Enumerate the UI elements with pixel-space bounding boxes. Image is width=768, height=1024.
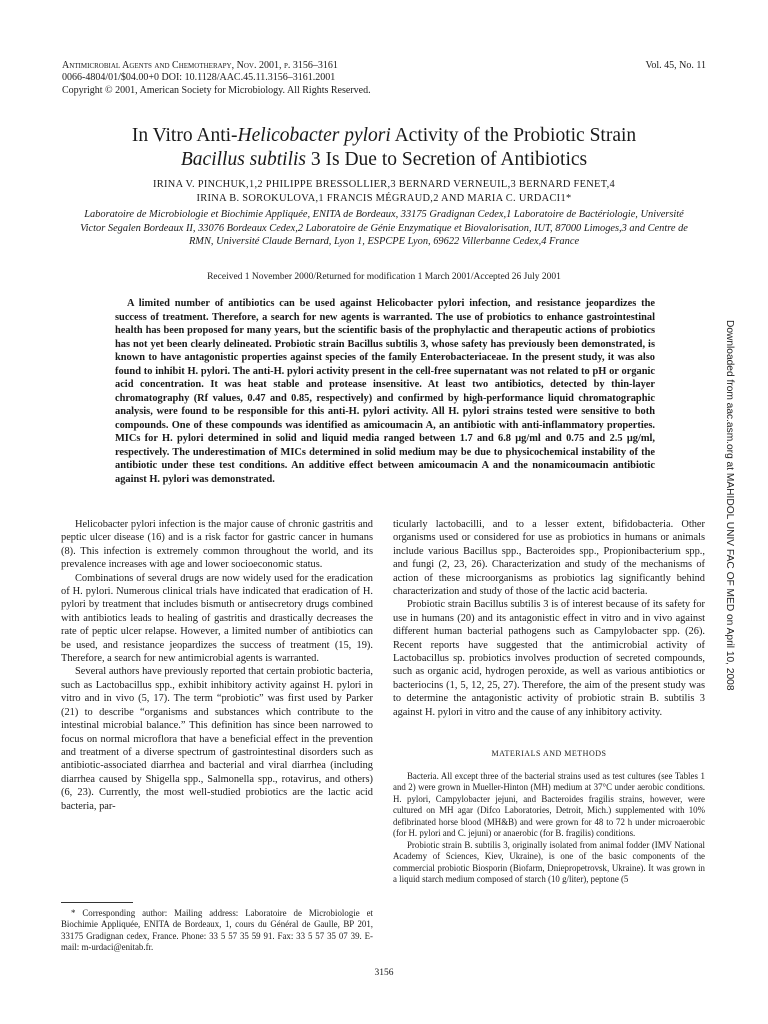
title-part-italic: Bacillus subtilis [180, 148, 307, 170]
affiliations: Laboratoire de Microbiologie et Biochimie Appliquée, ENITA de Bordeaux, 33175 Gradignan Cedex,1 Laboratoire de Bactériologie, Université Victor Segalen Bordeaux II, 33076 Bordeaux Cedex,2 Laboratoire de Génie Enzymatique et Biovalorisation, IUT, 87000 Limoges,3 and Centre de RMN, Université Claude Bernard, Lyon 1, ESPCPE Lyon, 69622 Villerbanne Cedex,4 France [80, 209, 688, 248]
body-column-right [393, 518, 705, 886]
body-paragraph: Combinations of several drugs are now widely used for the eradication of H. pylori. Numerous clinical trials have indicated that eradication of H. pylori by treatment that includes bismuth or antisecretory drugs combined with antibiotics leads to healing of gastritis and drastically decreases the rate of peptic ulcer relapse. However, a limited number of antibiotics can be used, and resistance jeopardizes the success of treatment (15, 19). Therefore, a search for new antimicrobial agents is warranted. [61, 572, 373, 665]
volume-number: Vol. 45, No. 11 [645, 60, 706, 71]
body-paragraph: Probiotic strain Bacillus subtilis 3 is of interest because of its safety for use in humans (20) and its antagonistic effect in vitro and in vivo against different human bacterial pathogens such as Campylobacter spp. (26). Recent reports have suggested that the antimicrobial activity of Lactobacillus sp. probiotics involves production of secreted compounds, such as organic acid, hydrogen peroxide, as well as various antibiotics or bacteriocins (1, 5, 12, 25, 27). Therefore, the aim of the present study was to determine the antagonistic activity of probiotic strain B. subtilis 3 against H. pylori in vitro and the cause of any inhibitory activity. [393, 599, 705, 718]
issn-doi: 0066-4804/01/$04.00+0 DOI: 10.1128/AAC.45.11.3156–3161.2001 [62, 72, 336, 84]
journal-citation: Antimicrobial Agents and Chemotherapy, Nov. 2001, p. 3156–3161 [62, 60, 338, 71]
title-part: 3 Is Due to Secretion of Antibiotics [306, 148, 588, 170]
journal-header [62, 60, 371, 97]
download-watermark: Downloaded from aac.asm.org at MAHIDOL UNIV FAC OF MED on April 10, 2008 [724, 320, 735, 691]
article-title [40, 124, 728, 171]
methods-paragraph: Bacteria. All except three of the bacterial strains used as test cultures (see Tables 1 and 2) were grown in Mueller-Hinton (MH) medium at 37°C under aerobic conditions. H. pylori, Campylobacter jejuni, and Bacteroides fragilis strains, however, were cultured on MH agar (Difco Laboratories, Detroit, Mich.) supplemented with 10% defibrinated horse blood (MH&B) and were grown for 48 to 72 h under microaerobic (for H. pylori and C. jejuni) or anaerobic (for B. fragilis) conditions. [393, 770, 705, 838]
methods-text [393, 771, 705, 886]
body-paragraph: Helicobacter pylori infection is the major cause of chronic gastritis and peptic ulcer disease (16) and is a risk factor for gastric cancer in humans (8). This infection is extremely common throughout the world, and its prevalence increases with age and lower socioeconomic status. [61, 519, 373, 571]
body-column-left [61, 518, 373, 813]
title-part-italic: Helicobacter pylori [237, 125, 391, 146]
author-line: IRINA V. PINCHUK,1,2 PHILIPPE BRESSOLLIER,3 BERNARD VERNEUIL,3 BERNARD FENET,4 [153, 179, 615, 190]
author-list [60, 178, 708, 206]
title-part: In Vitro Anti- [131, 125, 238, 146]
section-heading: MATERIALS AND METHODS [491, 749, 607, 759]
received-dates: Received 1 November 2000/Returned for modification 1 March 2001/Accepted 26 July 2001 [207, 272, 561, 282]
copyright-line: Copyright © 2001, American Society for Microbiology. All Rights Reserved. [62, 84, 371, 96]
footnote-divider [61, 902, 133, 903]
corresponding-author-footnote: * Corresponding author: Mailing address: Laboratoire de Microbiologie et Biochimie Appliquée, ENITA de Bordeaux, 1, cours du Général de Gaulle, BP 201, 33175 Gradignan cedex, France. Phone: 33 5 57 35 59 91. Fax: 33 5 57 35 07 39. E-mail: m-urdaci@enitab.fr. [61, 908, 373, 952]
title-part: Activity of the Probiotic Strain [390, 125, 637, 146]
body-paragraph: Several authors have previously reported that certain probiotic bacteria, such as Lactobacillus spp., exhibit inhibitory activity against H. pylori in vitro and in vivo (5, 17). The term “probiotic” was first used by Parker (21) to describe “organisms and substances which contribute to the intestinal microbial balance.” This definition has since been narrowed to focus on normal microflora that have a beneficial effect in the prevention and treatment of a diverse spectrum of gastrointestinal disorders such as antibiotic-associated diarrhea and bacterial and viral diarrhea (including diarrhea caused by Shigella spp., Salmonella spp., rotavirus, and others) (6, 23). Currently, the most well-studied probiotics are the lactic acid bacteria, par- [61, 666, 373, 812]
methods-paragraph: Probiotic strain B. subtilis 3, originally isolated from animal fodder (IMV National Academy of Sciences, Kiev, Ukraine), is one of the basic components of the commercial probiotic Biosporin (Biofarm, Dniepropetrovsk, Ukraine). It was grown in a liquid starch medium composed of starch (10 g/liter), peptone (5 [393, 839, 705, 884]
author-line: IRINA B. SOROKULOVA,1 FRANCIS MÉGRAUD,2 AND MARIA C. URDACI1* [196, 193, 572, 204]
page-number: 3156 [374, 968, 394, 978]
body-paragraph: ticularly lactobacilli, and to a lesser extent, bifidobacteria. Other organisms used or considered for use as probiotics in humans or animals include various Bacillus spp., Bacteroides spp., Propionibacterium spp., and fungi (2, 23, 26). Characterization and study of the mechanisms of action of these microorganisms as probiotics lag significantly behind characterization and study of those of the lactic acid bacteria. [393, 519, 705, 598]
abstract: A limited number of antibiotics can be used against Helicobacter pylori infection, and resistance jeopardizes the success of treatment. Therefore, a search for new agents is warranted. The use of probiotics to enhance gastrointestinal health has been proposed for many years, but the scientific basis of the prophylactic and therapeutic actions of probiotics has not yet been clearly delineated. Probiotic strain Bacillus subtilis 3, whose safety has previously been demonstrated, is known to have antagonistic properties against species of the family Enterobacteriaceae. In the present study, it was also found to inhibit H. pylori. The anti-H. pylori activity present in the cell-free supernatant was not related to pH or organic acid concentration. It was heat stable and protease insensitive. At least two antibiotics, detected by thin-layer chromatography (Rf values, 0.47 and 0.85, respectively) and confirmed by high-performance liquid chromatographic analysis, were found to be responsible for this anti-H. pylori activity. All H. pylori strains tested were sensitive to both compounds. One of these compounds was identified as amicoumacin A, an antibiotic with anti-inflammatory properties. MICs for H. pylori determined in solid and liquid media ranged between 1.7 and 6.8 μg/ml and 0.75 and 2.5 μg/ml, respectively. The underestimation of MICs determined in solid medium may be due to physicochemical instability of the antibiotic under these test conditions. An additive effect between amicoumacin A and the nonamicoumacin antibiotic against H. pylori was demonstrated. [115, 298, 655, 485]
